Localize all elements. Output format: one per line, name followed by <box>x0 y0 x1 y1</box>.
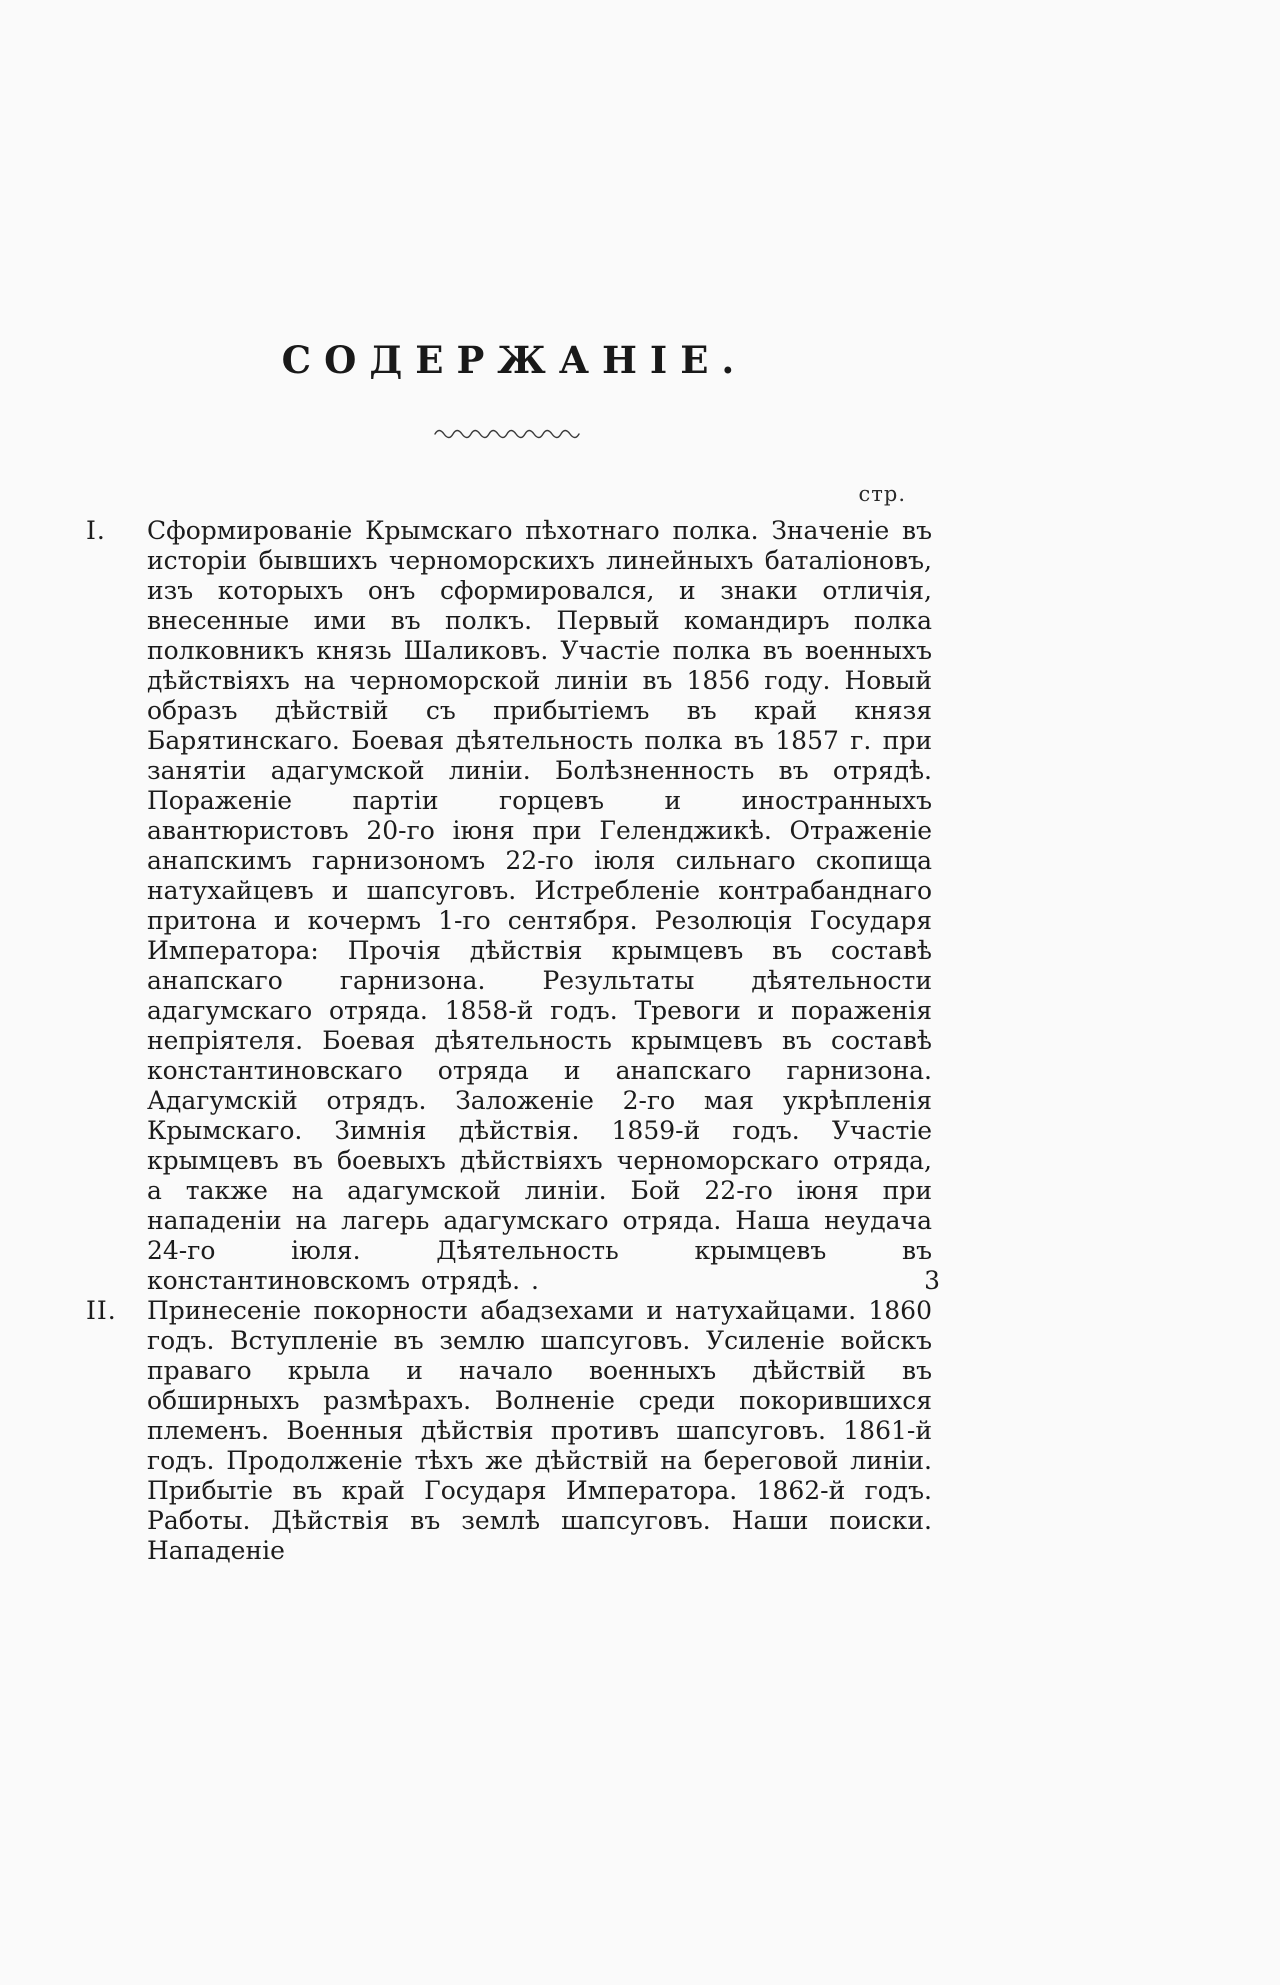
toc-entry-1 <box>84 516 940 1296</box>
wavy-line-icon <box>433 426 583 440</box>
entry-numeral: I. <box>86 516 106 545</box>
wavy-divider-ornament <box>84 426 932 442</box>
entry-text: Сформированіе Крымскаго пѣхотнаго полка. Значеніе въ исторіи бывшихъ черноморскихъ линейныхъ баталіоновъ, изъ которыхъ онъ сформировался, и знаки отличія, внесенные ими въ полкъ. Первый командиръ полка полковникъ князь Шаликовъ. Участіе полка въ военныхъ дѣйствіяхъ на черноморской линіи въ 1856 году. Новый образъ дѣйствій съ прибытіемъ въ край князя Барятинскаго. Боевая дѣятельность полка въ 1857 г. при занятіи адагумской линіи. Болѣзненность въ отрядѣ. Пораженіе партіи горцевъ и иностранныхъ авантюристовъ 20-го іюня при Геленджикѣ. Отраженіе анапскимъ гарнизономъ 22-го іюля сильнаго скопища натухайцевъ и шапсуговъ. Истребленіе контрабанднаго притона и кочермъ 1-го сентября. Резолюція Государя Императора: Прочія дѣйствія крымцевъ въ составѣ анапскаго гарнизона. Результаты дѣятельности адагумскаго отряда. 1858-й годъ. Тревоги и пораженія непріятеля. Боевая дѣятельность крымцевъ въ составѣ константиновскаго отряда и анапскаго гарнизона. Адагумскій отрядъ. Заложеніе 2-го мая укрѣпленія Крымскаго. Зимнія дѣйствія. 1859-й годъ. Участіе крымцевъ въ боевыхъ дѣйствіяхъ черноморскаго отряда, а также на адагумской линіи. Бой 22-го іюня при нападеніи на лагерь адагумскаго отряда. Наша неудача 24-го іюля. Дѣятельность крымцевъ въ константиновскомъ отрядѣ. . <box>147 516 932 1295</box>
table-of-contents <box>84 516 940 1566</box>
scanned-book-page <box>84 0 940 1566</box>
page-title: СОДЕРЖАНІЕ. <box>281 338 748 382</box>
entry-page-number: 3 <box>924 1266 940 1295</box>
toc-entry-2 <box>84 1296 932 1566</box>
entry-numeral: II. <box>86 1296 117 1325</box>
page-number-column-header: стр. <box>858 482 906 506</box>
entry-text: Принесеніе покорности абадзехами и натухайцами. 1860 годъ. Вступленіе въ землю шапсуговъ. Усиленіе войскъ праваго крыла и начало военныхъ дѣйствій въ обширныхъ размѣрахъ. Волненіе среди покорившихся племенъ. Военныя дѣйствія противъ шапсуговъ. 1861-й годъ. Продолженіе тѣхъ же дѣйствій на береговой линіи. Прибытіе въ край Государя Императора. 1862-й годъ. Работы. Дѣйствія въ землѣ шапсуговъ. Наши поиски. Нападеніе <box>147 1296 932 1565</box>
